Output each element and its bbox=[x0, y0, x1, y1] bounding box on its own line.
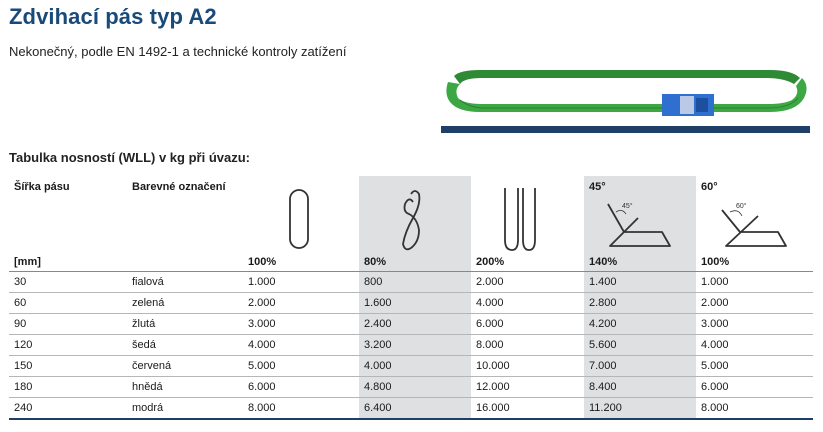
cell-wll: 2.000 bbox=[243, 293, 359, 314]
wll-table bbox=[9, 176, 813, 420]
cell-wll: 1.400 bbox=[584, 272, 696, 293]
table-header-row bbox=[9, 176, 813, 272]
header-width-unit: [mm] bbox=[14, 256, 41, 268]
header-mode-4-angle: 45° bbox=[589, 181, 606, 193]
cell-wll: 2.800 bbox=[584, 293, 696, 314]
cell-wll: 6.000 bbox=[243, 377, 359, 398]
header-width-label: Šířka pásu bbox=[14, 181, 70, 193]
basket-45-icon bbox=[602, 198, 676, 252]
cell-wll: 1.000 bbox=[243, 272, 359, 293]
cell-width: 120 bbox=[9, 335, 127, 356]
cell-width: 90 bbox=[9, 314, 127, 335]
cell-wll: 10.000 bbox=[471, 356, 584, 377]
cell-wll: 3.200 bbox=[359, 335, 471, 356]
cell-wll: 2.000 bbox=[471, 272, 584, 293]
table-caption: Tabulka nosností (WLL) v kg při úvazu: bbox=[9, 150, 250, 165]
product-subtitle: Nekonečný, podle EN 1492-1 a technické kontroly zatížení bbox=[9, 44, 347, 59]
choke-hitch-icon bbox=[389, 186, 435, 256]
header-mode-4-factor: 140% bbox=[589, 256, 618, 268]
cell-wll: 4.000 bbox=[471, 293, 584, 314]
cell-color: hnědá bbox=[127, 377, 243, 398]
cell-wll: 3.000 bbox=[696, 314, 813, 335]
cell-wll: 8.400 bbox=[584, 377, 696, 398]
cell-wll: 6.000 bbox=[471, 314, 584, 335]
cell-width: 150 bbox=[9, 356, 127, 377]
header-mode-2 bbox=[359, 176, 471, 272]
cell-wll: 8.000 bbox=[243, 398, 359, 420]
vertical-loop-icon bbox=[285, 186, 315, 254]
header-mode-1 bbox=[243, 176, 359, 272]
header-mode-2-factor: 80% bbox=[364, 256, 387, 268]
cell-wll: 4.000 bbox=[696, 335, 813, 356]
cell-wll: 4.000 bbox=[359, 356, 471, 377]
header-mode-5-factor: 100% bbox=[701, 256, 730, 268]
table-row bbox=[9, 314, 813, 335]
header-mode-3 bbox=[471, 176, 584, 272]
header-color bbox=[127, 176, 243, 272]
cell-wll: 11.200 bbox=[584, 398, 696, 420]
cell-wll: 2.400 bbox=[359, 314, 471, 335]
cell-wll: 16.000 bbox=[471, 398, 584, 420]
cell-wll: 5.000 bbox=[696, 356, 813, 377]
table-row bbox=[9, 356, 813, 377]
cell-wll: 7.000 bbox=[584, 356, 696, 377]
round-sling-image bbox=[440, 66, 812, 124]
cell-color: červená bbox=[127, 356, 243, 377]
table-row bbox=[9, 272, 813, 293]
table-row bbox=[9, 377, 813, 398]
cell-wll: 4.200 bbox=[584, 314, 696, 335]
cell-color: fialová bbox=[127, 272, 243, 293]
table-row bbox=[9, 293, 813, 314]
cell-wll: 12.000 bbox=[471, 377, 584, 398]
cell-wll: 5.600 bbox=[584, 335, 696, 356]
cell-color: zelená bbox=[127, 293, 243, 314]
cell-wll: 4.000 bbox=[243, 335, 359, 356]
cell-width: 240 bbox=[9, 398, 127, 420]
page-title: Zdvihací pás typ A2 bbox=[9, 4, 217, 29]
header-mode-4 bbox=[584, 176, 696, 272]
cell-wll: 8.000 bbox=[471, 335, 584, 356]
cell-wll: 1.000 bbox=[696, 272, 813, 293]
cell-wll: 6.000 bbox=[696, 377, 813, 398]
cell-wll: 3.000 bbox=[243, 314, 359, 335]
cell-wll: 6.400 bbox=[359, 398, 471, 420]
cell-wll: 1.600 bbox=[359, 293, 471, 314]
table-row bbox=[9, 398, 813, 420]
header-mode-3-factor: 200% bbox=[476, 256, 505, 268]
cell-wll: 8.000 bbox=[696, 398, 813, 420]
angle-mark-45: 45° bbox=[622, 203, 633, 210]
table-row bbox=[9, 335, 813, 356]
cell-wll: 5.000 bbox=[243, 356, 359, 377]
header-mode-5-angle: 60° bbox=[701, 181, 718, 193]
cell-wll: 800 bbox=[359, 272, 471, 293]
cell-color: žlutá bbox=[127, 314, 243, 335]
cell-width: 30 bbox=[9, 272, 127, 293]
cell-wll: 2.000 bbox=[696, 293, 813, 314]
header-width bbox=[9, 176, 127, 272]
header-color-label: Barevné označení bbox=[132, 181, 226, 193]
basket-60-icon bbox=[714, 198, 794, 252]
basket-hitch-icon bbox=[499, 186, 539, 256]
header-mode-5 bbox=[696, 176, 813, 272]
header-mode-1-factor: 100% bbox=[248, 256, 277, 268]
cell-color: modrá bbox=[127, 398, 243, 420]
header-rule bbox=[441, 126, 810, 133]
cell-wll: 4.800 bbox=[359, 377, 471, 398]
cell-width: 180 bbox=[9, 377, 127, 398]
cell-color: šedá bbox=[127, 335, 243, 356]
cell-width: 60 bbox=[9, 293, 127, 314]
angle-mark-60: 60° bbox=[736, 203, 747, 210]
